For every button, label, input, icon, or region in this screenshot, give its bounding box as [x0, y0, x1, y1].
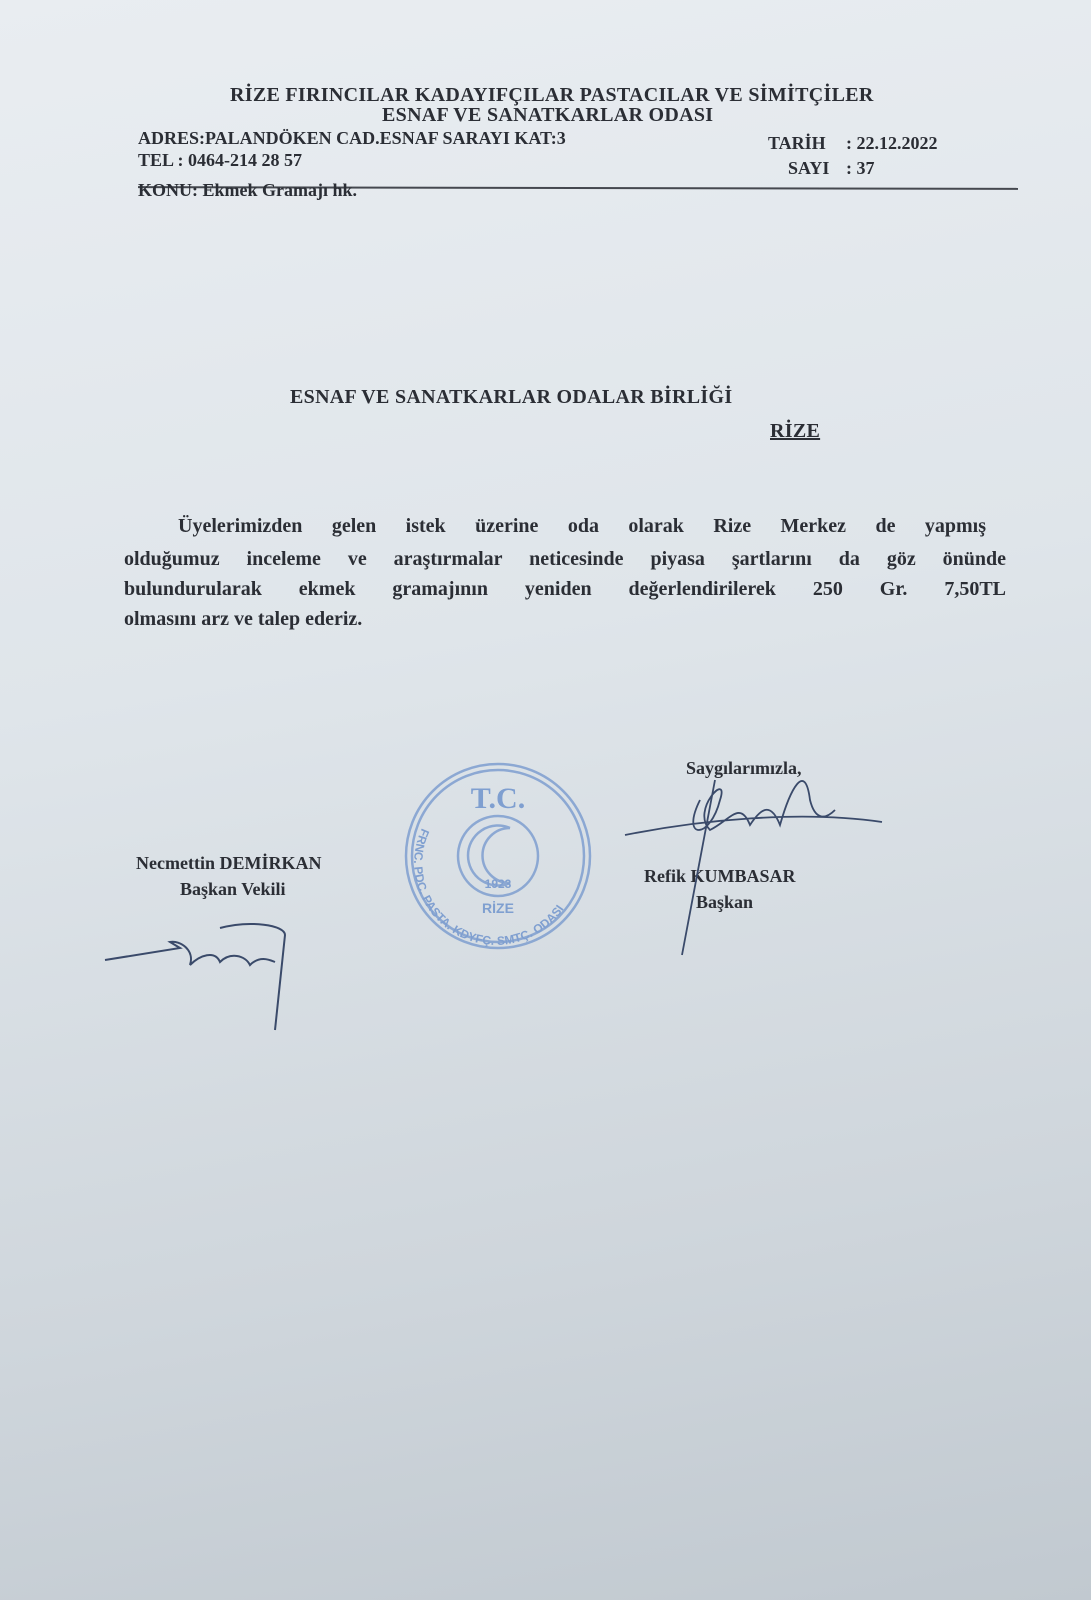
body-line: olmasını arz ve talep ederiz. — [124, 608, 363, 630]
stamp-seal-icon — [400, 758, 600, 958]
number-label: SAYI — [788, 158, 830, 178]
signatory-title: Başkan — [696, 892, 754, 912]
date-value: : 22.12.2022 — [846, 133, 938, 153]
stamp-year: 1923 — [484, 877, 512, 891]
phone: TEL : 0464-214 28 57 — [138, 150, 303, 170]
date-label: TARİH — [768, 133, 826, 153]
body-line: Üyelerimizden gelen istek üzerine oda olarak Rize Merkez de yapmış — [178, 515, 986, 537]
address: ADRES:PALANDÖKEN CAD.ESNAF SARAYI KAT:3 — [138, 128, 566, 148]
stamp-city: RİZE — [482, 900, 514, 916]
subject: KONU: Ekmek Gramajı hk. — [138, 180, 358, 200]
signature-right — [620, 740, 890, 960]
stamp-top-text: T.C. — [470, 782, 526, 815]
signatory-name: Necmettin DEMİRKAN — [136, 853, 322, 873]
signatory-name: Refik KUMBASAR — [644, 866, 796, 886]
org-name-line2: ESNAF VE SANATKARLAR ODASI — [382, 104, 714, 126]
org-name-line1: RİZE FIRINCILAR KADAYIFÇILAR PASTACILAR VE SİMİTÇİLER — [230, 84, 874, 106]
closing: Saygılarımızla, — [686, 758, 802, 778]
recipient-name: ESNAF VE SANATKARLAR ODALAR BİRLİĞİ — [290, 386, 733, 408]
body-line: bulundurularak ekmek gramajının yeniden değerlendirilerek 250 Gr. 7,50TL — [124, 578, 1006, 600]
body-line: olduğumuz inceleme ve araştırmalar neticesinde piyasa şartlarını da göz önünde — [124, 548, 1006, 570]
recipient-city: RİZE — [770, 420, 821, 442]
number-value: : 37 — [846, 158, 875, 178]
signatory-title: Başkan Vekili — [180, 879, 286, 899]
stamp-ring-text: FRNC. PDC. PASTA. KDYFÇ. SMTÇ. ODASI — [411, 826, 567, 948]
signature-left — [100, 910, 310, 1040]
